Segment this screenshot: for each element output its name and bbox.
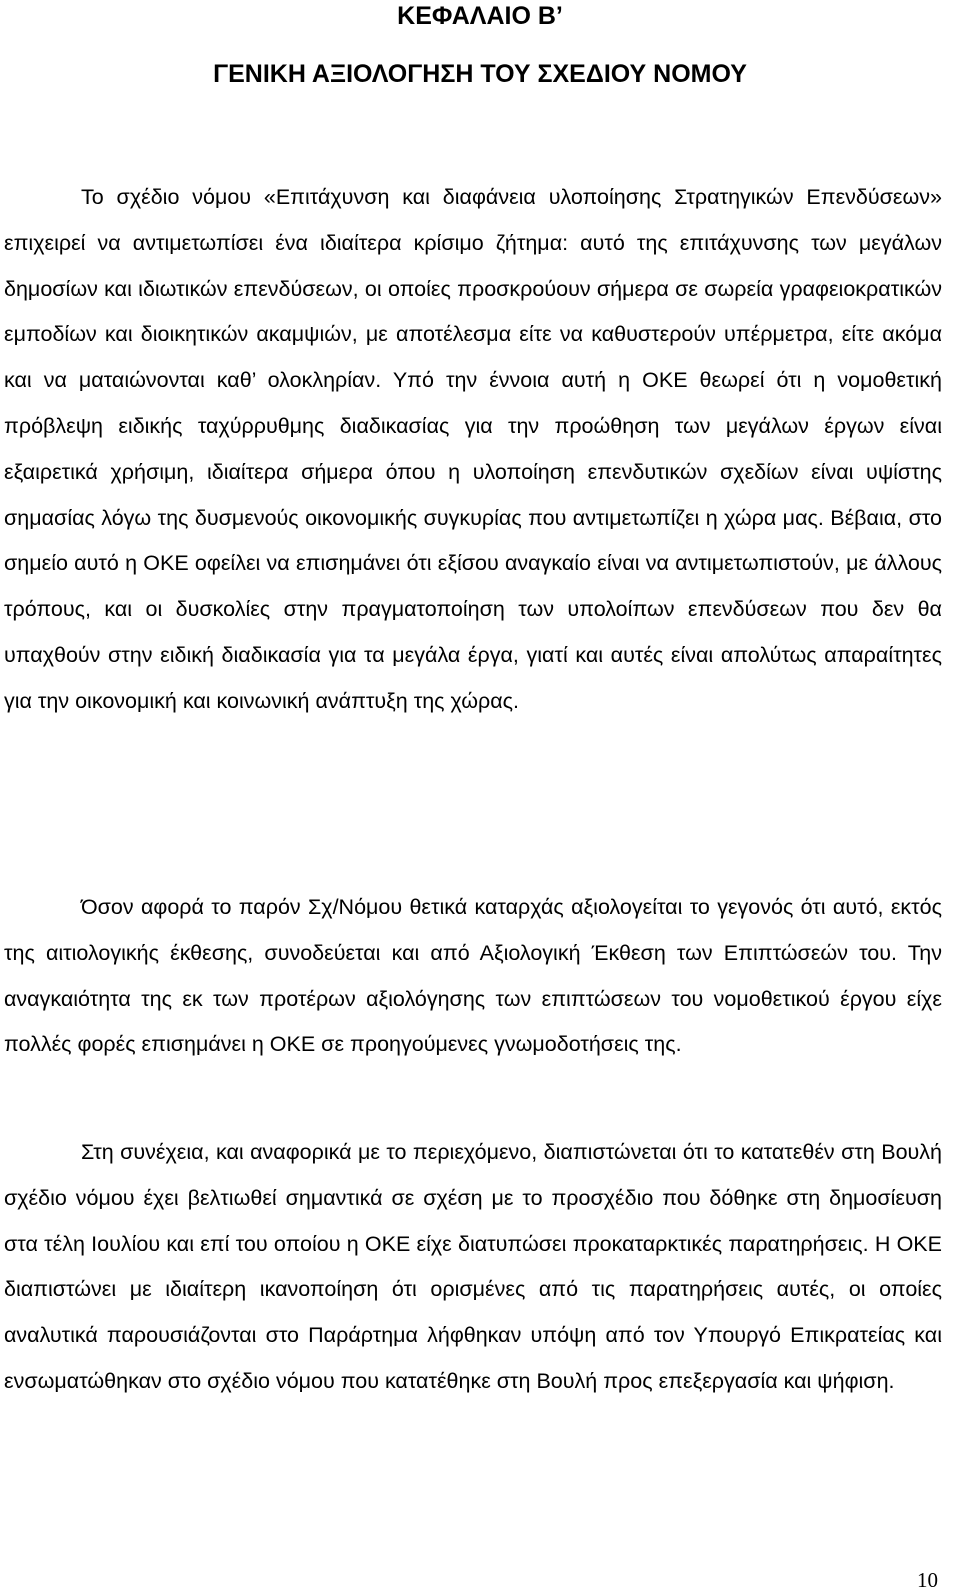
paragraph-2: Όσον αφορά το παρόν Σχ/Νόμου θετικά καταρχάς αξιολογείται το γεγονός ότι αυτό, εκτός της αιτιολογικής έκθεσης, συνοδεύεται και από Αξιολογική Έκθεση των Επιπτώσεών του. Την αναγκαιότητα της εκ των προτέρων αξιολόγησης των επιπτώσεων του νομοθετικού έργου είχε πολλές φορές επισημάνει η ΟΚΕ σε προηγούμενες γνωμοδοτήσεις της. xyxy=(4,895,942,1057)
page-number: 10 xyxy=(917,1568,938,1592)
paragraph-1: Το σχέδιο νόμου «Επιτάχυνση και διαφάνεια υλοποίησης Στρατηγικών Επενδύσεων» επιχειρεί να αντιμετωπίσει ένα ιδιαίτερα κρίσιμο ζήτημα: αυτό της επιτάχυνσης των μεγάλων δημοσίων και ιδιωτικών επενδύσεων, οι οποίες προσκρούουν σήμερα σε σωρεία γραφειοκρατικών εμποδίων και διοικητικών ακαμψιών, με αποτέλεσμα είτε να καθυστερούν υπέρμετρα, είτε ακόμα και να ματαιώνονται καθ’ ολοκληρίαν. Υπό την έννοια αυτή η ΟΚΕ θεωρεί ότι η νομοθετική πρόβλεψη ειδικής ταχύρρυθμης διαδικασίας για την προώθηση των μεγάλων έργων είναι εξαιρετικά χρήσιμη, ιδιαίτερα σήμερα όπου η υλοποίηση επενδυτικών σχεδίων είναι υψίστης σημασίας λόγω της δυσμενούς οικονομικής συγκυρίας που αντιμετωπίζει η χώρα μας. Βέβαια, στο σημείο αυτό η ΟΚΕ οφείλει να επισημάνει ότι εξίσου αναγκαίο είναι να αντιμετωπιστούν, με άλλους τρόπους, και οι δυσκολίες στην πραγματοποίηση των υπολοίπων επενδύσεων που δεν θα υπαχθούν στην ειδική διαδικασία για τα μεγάλα έργα, γιατί και αυτές είναι απολύτως απαραίτητες για την οικονομική και κοινωνική ανάπτυξη της χώρας. xyxy=(4,185,942,713)
chapter-heading: ΚΕΦΑΛΑΙΟ Β’ xyxy=(397,2,563,30)
section-title: ΓΕΝΙΚΗ ΑΞΙΟΛΟΓΗΣΗ ΤΟΥ ΣΧΕΔΙΟΥ ΝΟΜΟΥ xyxy=(213,60,747,88)
paragraph-3: Στη συνέχεια, και αναφορικά με το περιεχόμενο, διαπιστώνεται ότι το κατατεθέν στη Βουλή σχέδιο νόμου έχει βελτιωθεί σημαντικά σε σχέση με το προσχέδιο που δόθηκε στη δημοσίευση στα τέλη Ιουλίου και επί του οποίου η ΟΚΕ είχε διατυπώσει προκαταρκτικές παρατηρήσεις. Η ΟΚΕ διαπιστώνει με ιδιαίτερη ικανοποίηση ότι ορισμένες από τις παρατηρήσεις αυτές, οι οποίες αναλυτικά παρουσιάζονται στο Παράρτημα λήφθηκαν υπόψη από τον Υπουργό Επικρατείας και ενσωματώθηκαν στο σχέδιο νόμου που κατατέθηκε στη Βουλή προς επεξεργασία και ψήφιση. xyxy=(4,1140,942,1393)
